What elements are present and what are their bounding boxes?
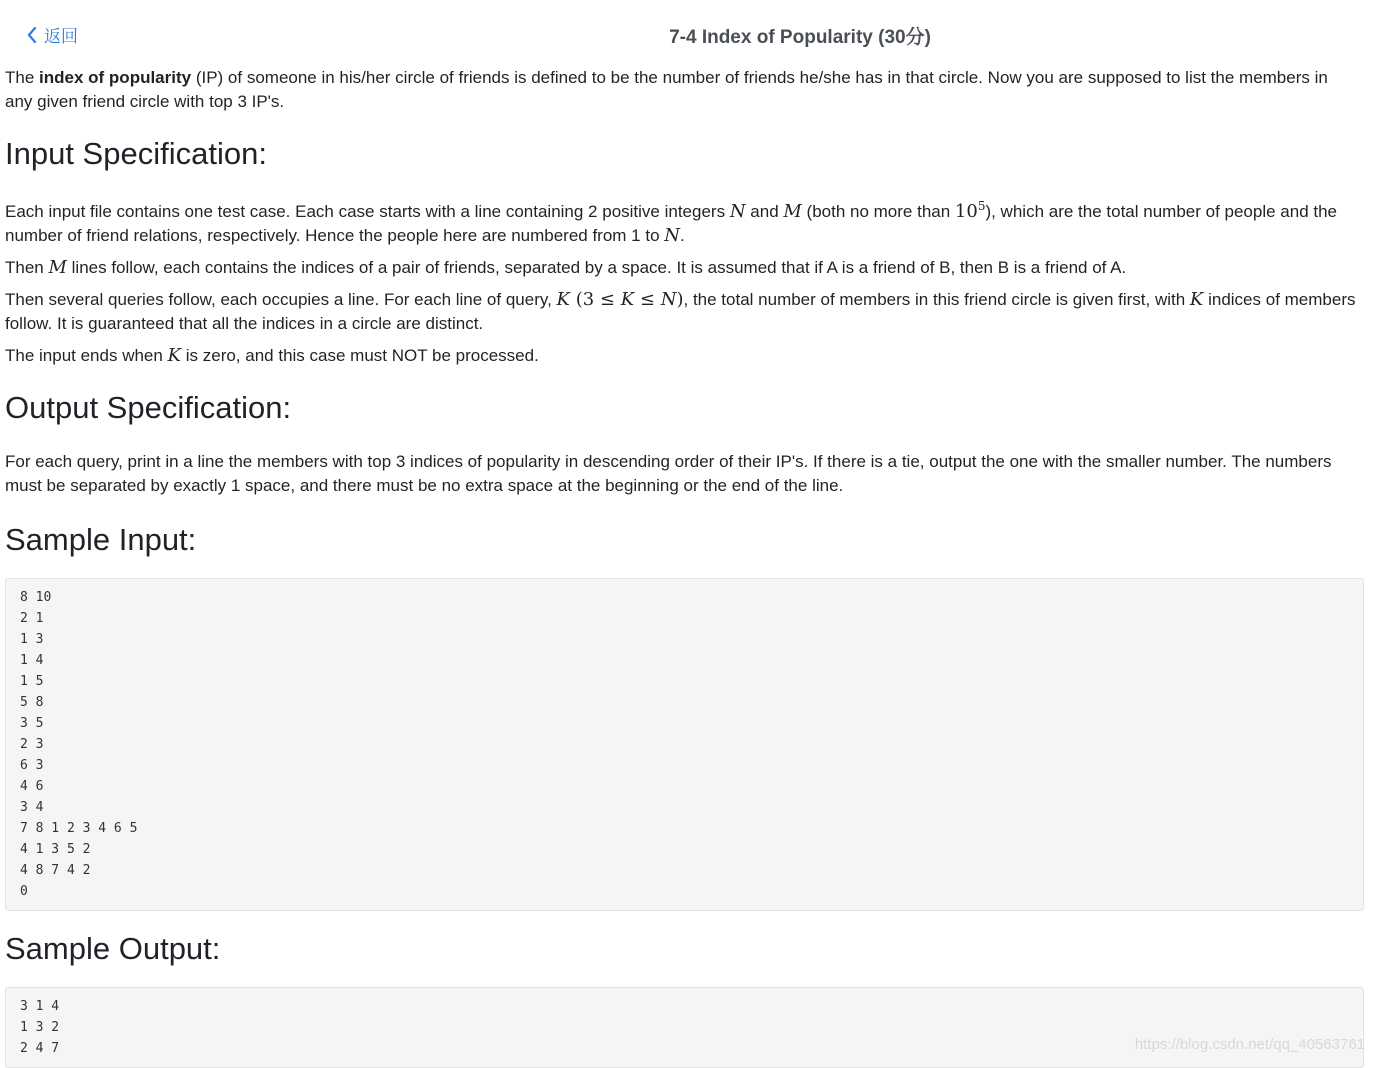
code-line: 4 6 [20,779,44,794]
math-N: N [660,289,677,310]
math-M: M [48,257,67,278]
text: . [680,226,685,245]
problem-title: 7-4 Index of Popularity (30分) [669,27,931,48]
sample-output-code-block[interactable] [5,987,1364,1068]
text: lines follow, each contains the indices of a pair of friends, separated by a space. It is assumed that if A is a friend of B, then B is a friend of A. [66,258,1127,277]
chevron-left-icon [26,26,38,44]
math-ten: 10 [954,201,978,222]
math-le: ≤ [634,289,661,310]
math-N: N [664,225,681,246]
text: , the total number of members in this friend circle is given first, with [683,290,1190,309]
math-close: ) [676,289,684,310]
code-line: 3 4 [20,800,44,815]
code-line: 4 1 3 5 2 [20,842,91,857]
math-open: (3 ≤ [570,289,621,310]
code-line: 1 3 2 [20,1020,60,1035]
intro-text-rest: (IP) of someone in his/her circle of friends is defined to be the number of friends he/she has in that circle. Now you are supposed to list the members in [191,68,1328,87]
input-spec-heading: Input Specification: [5,136,267,171]
code-line: 2 3 [20,737,44,752]
intro-bold-term: index of popularity [39,68,192,87]
code-line: 8 10 [20,590,52,605]
input-spec-paragraph-4 [5,344,1365,368]
top-bar [0,0,1373,66]
input-spec-paragraph-2 [5,256,1365,280]
text: ), which are the total number of people and the [985,202,1338,221]
text: Each input file contains one test case. Each case starts with a line containing 2 positive integers [5,202,730,221]
text: For each query, print in a line the members with top 3 indices of popularity in descending order of their IP's. If there is a tie, output the one with the smaller number. The numbers [5,452,1332,471]
text: The input ends when [5,346,168,365]
code-line: 2 1 [20,611,44,626]
text: and [745,202,784,221]
code-line: 3 1 4 [20,999,60,1014]
code-line: 1 3 [20,632,44,647]
text: is zero, and this case must NOT be processed. [181,346,539,365]
code-line: 1 4 [20,653,44,668]
math-N: N [729,201,746,222]
sample-input-heading: Sample Input: [5,522,197,557]
text: Then several queries follow, each occupies a line. For each line of query, [5,290,557,309]
sample-input-code-block[interactable] [5,578,1364,911]
intro-text: The [5,68,40,87]
text: number of friend relations, respectively. Hence the people here are numbered from 1 to [5,226,665,245]
code-line: 2 4 7 [20,1041,60,1056]
input-spec-paragraph-1 [5,194,1365,248]
output-spec-heading: Output Specification: [5,390,292,425]
code-line: 0 [20,884,28,899]
back-button[interactable] [26,22,78,47]
text: indices of members [1203,290,1356,309]
intro-text-line2: any given friend circle with top 3 IP's. [5,92,285,111]
math-K: K [556,289,570,310]
problem-content [5,66,1365,1068]
intro-paragraph [5,66,1365,114]
output-spec-paragraph [5,450,1365,498]
back-label: 返回 [44,27,78,46]
text: (both no more than [801,202,955,221]
text: Then [5,258,49,277]
math-exponent: 5 [977,199,986,213]
math-M: M [783,201,802,222]
text: must be separated by exactly 1 space, and there must be no extra space at the beginning or the end of the line. [5,476,844,495]
code-line: 6 3 [20,758,44,773]
math-K: K [1189,289,1204,310]
watermark: https://blog.csdn.net/qq_40563761 [1134,1036,1365,1053]
input-spec-paragraph-3 [5,288,1365,336]
math-K: K [167,345,182,366]
sample-output-heading: Sample Output: [5,931,221,966]
text: follow. It is guaranteed that all the indices in a circle are distinct. [5,314,484,333]
code-line: 1 5 [20,674,44,689]
code-line: 5 8 [20,695,44,710]
code-line: 4 8 7 4 2 [20,863,91,878]
math-K: K [620,289,635,310]
code-line: 3 5 [20,716,44,731]
code-line: 7 8 1 2 3 4 6 5 [20,821,138,836]
